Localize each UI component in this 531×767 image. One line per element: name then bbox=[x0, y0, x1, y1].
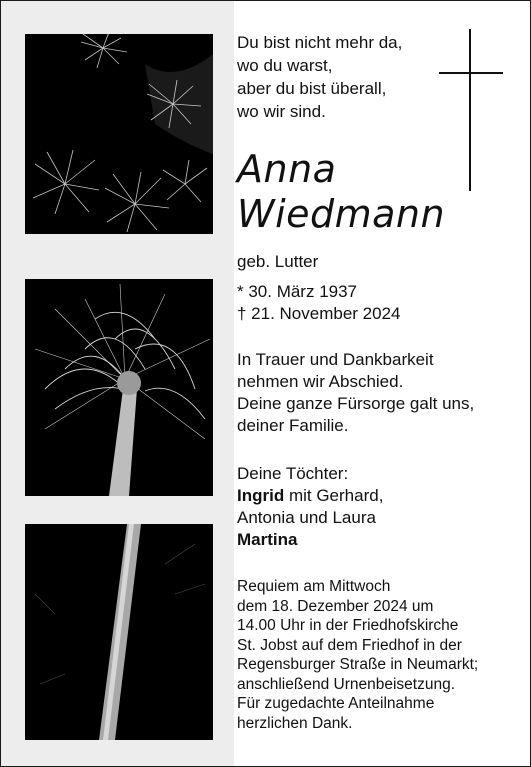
requiem-line: Requiem am Mittwoch bbox=[237, 578, 391, 595]
family-line bbox=[237, 485, 522, 507]
family-list bbox=[237, 463, 522, 551]
poem-line: wo wir sind. bbox=[237, 102, 326, 121]
maiden-name: geb. Lutter bbox=[237, 252, 319, 271]
dandelion-seeds-photo bbox=[25, 34, 213, 234]
family-line: Antonia und Laura bbox=[237, 508, 376, 527]
poem-line: wo du warst, bbox=[237, 56, 333, 75]
dandelion-stem-photo bbox=[25, 524, 213, 740]
mourning-line: In Trauer und Dankbarkeit bbox=[237, 350, 434, 369]
family-name: Martina bbox=[237, 530, 298, 549]
family-line bbox=[237, 529, 522, 551]
requiem-line: 14.00 Uhr in der Friedhofskirche bbox=[237, 617, 459, 634]
family-heading: Deine Töchter: bbox=[237, 464, 349, 483]
life-dates bbox=[237, 281, 522, 325]
last-name: Wiedmann bbox=[237, 192, 446, 236]
dandelion-seedhead-photo bbox=[25, 279, 213, 496]
mourning-text bbox=[237, 349, 522, 437]
mourning-line: Deine ganze Fürsorge galt uns, bbox=[237, 394, 475, 413]
requiem-line: anschließend Urnenbeisetzung. bbox=[237, 675, 455, 693]
requiem-line: Regensburger Straße in Neumarkt; bbox=[237, 656, 479, 673]
poem-line: Du bist nicht mehr da, bbox=[237, 33, 403, 52]
requiem-line: dem 18. Dezember 2024 um bbox=[237, 597, 434, 615]
family-name: Ingrid bbox=[237, 486, 285, 505]
requiem-line: St. Jobst auf dem Friedhof in der bbox=[237, 636, 462, 654]
requiem-line: herzlichen Dank. bbox=[237, 714, 353, 732]
birth-date: * 30. März 1937 bbox=[237, 282, 358, 301]
death-date: † 21. November 2024 bbox=[237, 304, 401, 323]
first-name: Anna bbox=[237, 147, 337, 191]
poem-line: aber du bist überall, bbox=[237, 79, 387, 98]
mourning-line: nehmen wir Abschied. bbox=[237, 372, 404, 391]
mourning-line: deiner Familie. bbox=[237, 416, 349, 435]
family-line-rest: mit Gerhard, bbox=[284, 486, 384, 505]
requiem-line: Für zugedachte Anteilnahme bbox=[237, 695, 435, 712]
requiem-info bbox=[237, 577, 522, 733]
